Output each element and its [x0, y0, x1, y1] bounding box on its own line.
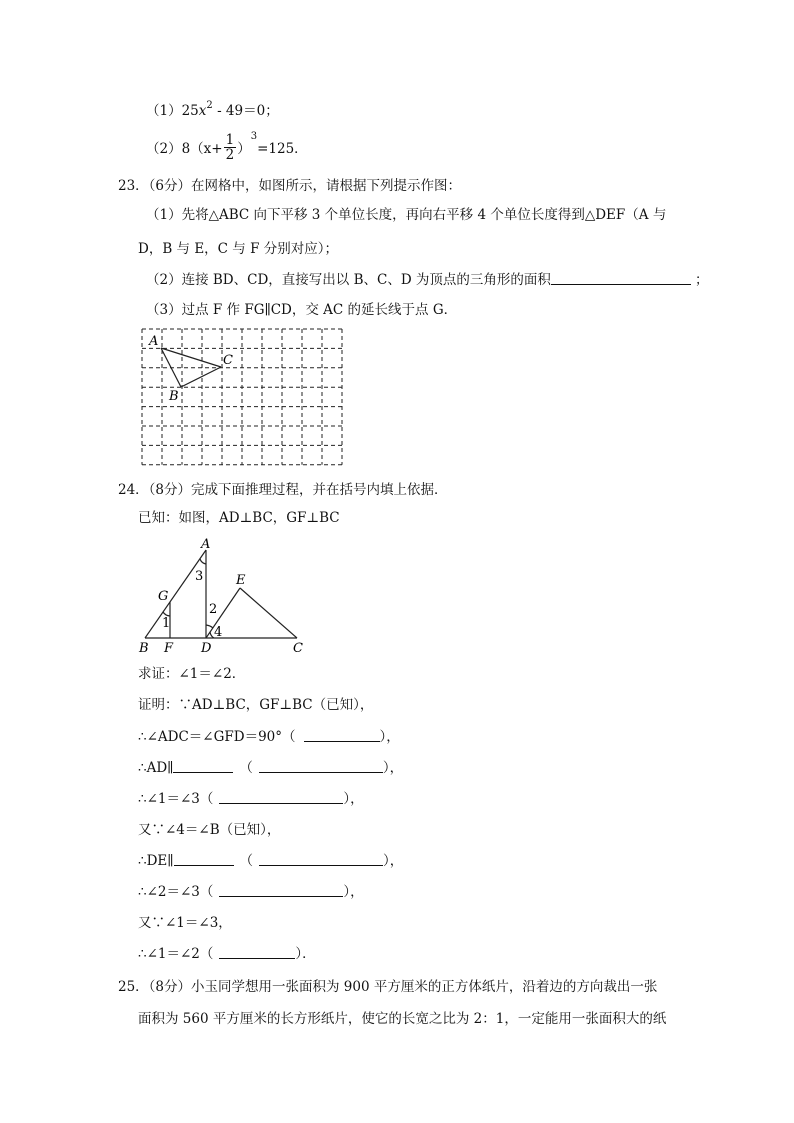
- q23-step1-line2: D，B 与 E，C 与 F 分别对应）；: [138, 241, 339, 257]
- reason-blank-2[interactable]: [259, 759, 383, 773]
- q25-line1: 25．（8分）小玉同学想用一张面积为 900 平方厘米的正方体纸片，沿着边的方向裁出一张: [118, 979, 658, 995]
- q24-proof-line3: ∴∠1＝∠3（ ），: [138, 791, 364, 807]
- label-b: B: [169, 389, 179, 404]
- label-g: G: [158, 589, 169, 604]
- q24-prove: 求证：∠1＝∠2．: [138, 666, 246, 682]
- q25-line2: 面积为 560 平方厘米的长方形纸片，使它的长宽之比为 2：1，一定能用一张面积大的纸: [138, 1011, 667, 1027]
- q24-proof-line2: ∴AD∥ （ ），: [138, 760, 404, 776]
- fraction-one-half: $\frac{1}{2}$: [225, 132, 235, 163]
- q23-step2: （2）连接 BD、CD，直接写出以 B、C、D 为顶点的三角形的面积 ；: [146, 272, 709, 288]
- line-ec: [240, 588, 297, 638]
- angle-3-arc: [200, 559, 206, 564]
- label-f: F: [164, 641, 174, 656]
- q24-proof-line4: 又∵∠4＝∠B（已知），: [138, 822, 281, 838]
- q23-heading: 23．（6分）在网格中，如图所示，请根据下列提示作图：: [118, 178, 462, 194]
- q23-step1-line1: （1）先将△ABC 向下平移 3 个单位长度，再向右平移 4 个单位长度得到△DEF（A 与: [146, 207, 667, 223]
- line-blank-1[interactable]: [173, 759, 233, 773]
- q24-proof-start: 证明：∵AD⊥BC，GF⊥BC（已知），: [138, 697, 374, 713]
- q24-known: 已知：如图，AD⊥BC，GF⊥BC: [138, 510, 340, 526]
- label-a: A: [201, 537, 211, 552]
- line-blank-2[interactable]: [174, 852, 234, 866]
- reason-blank-6[interactable]: [219, 945, 295, 959]
- angle-label-3: 3: [195, 569, 204, 584]
- reason-blank-4[interactable]: [259, 852, 383, 866]
- q24-proof-line5: ∴DE∥ （ ），: [138, 853, 404, 869]
- q22-part2: （2）8（x+ $\frac{1}{2}$ ）$^3$=125．: [146, 131, 308, 163]
- angle-label-4: 4: [214, 625, 223, 640]
- label-c: C: [293, 641, 303, 656]
- reason-blank-3[interactable]: [219, 790, 343, 804]
- label-e: E: [236, 573, 246, 588]
- angle-label-2: 2: [209, 602, 218, 617]
- q24-heading: 24．（8分）完成下面推理过程，并在括号内填上依据．: [118, 482, 448, 498]
- q24-proof-line6: ∴∠2＝∠3（ ），: [138, 884, 364, 900]
- label-d: D: [201, 641, 212, 656]
- label-c: C: [223, 353, 233, 368]
- reason-blank-1[interactable]: [304, 728, 380, 742]
- label-b: B: [139, 641, 149, 656]
- q24-proof-line1: ∴∠ADC＝∠GFD＝90°（ ），: [138, 729, 400, 745]
- line-ba: [145, 550, 206, 638]
- reason-blank-5[interactable]: [219, 883, 343, 897]
- q24-proof-line8: ∴∠1＝∠2（ ）．: [138, 946, 316, 962]
- q23-step3: （3）过点 F 作 FG∥CD，交 AC 的延长线于点 G．: [146, 302, 458, 318]
- q24-proof-line7: 又∵∠1＝∠3，: [138, 915, 232, 931]
- angle-label-1: 1: [162, 616, 171, 631]
- angle-2-arc: [206, 625, 213, 628]
- q22-part1: $(1)25x^2 - 49=0$；: [146, 100, 279, 119]
- label-a: A: [149, 334, 159, 349]
